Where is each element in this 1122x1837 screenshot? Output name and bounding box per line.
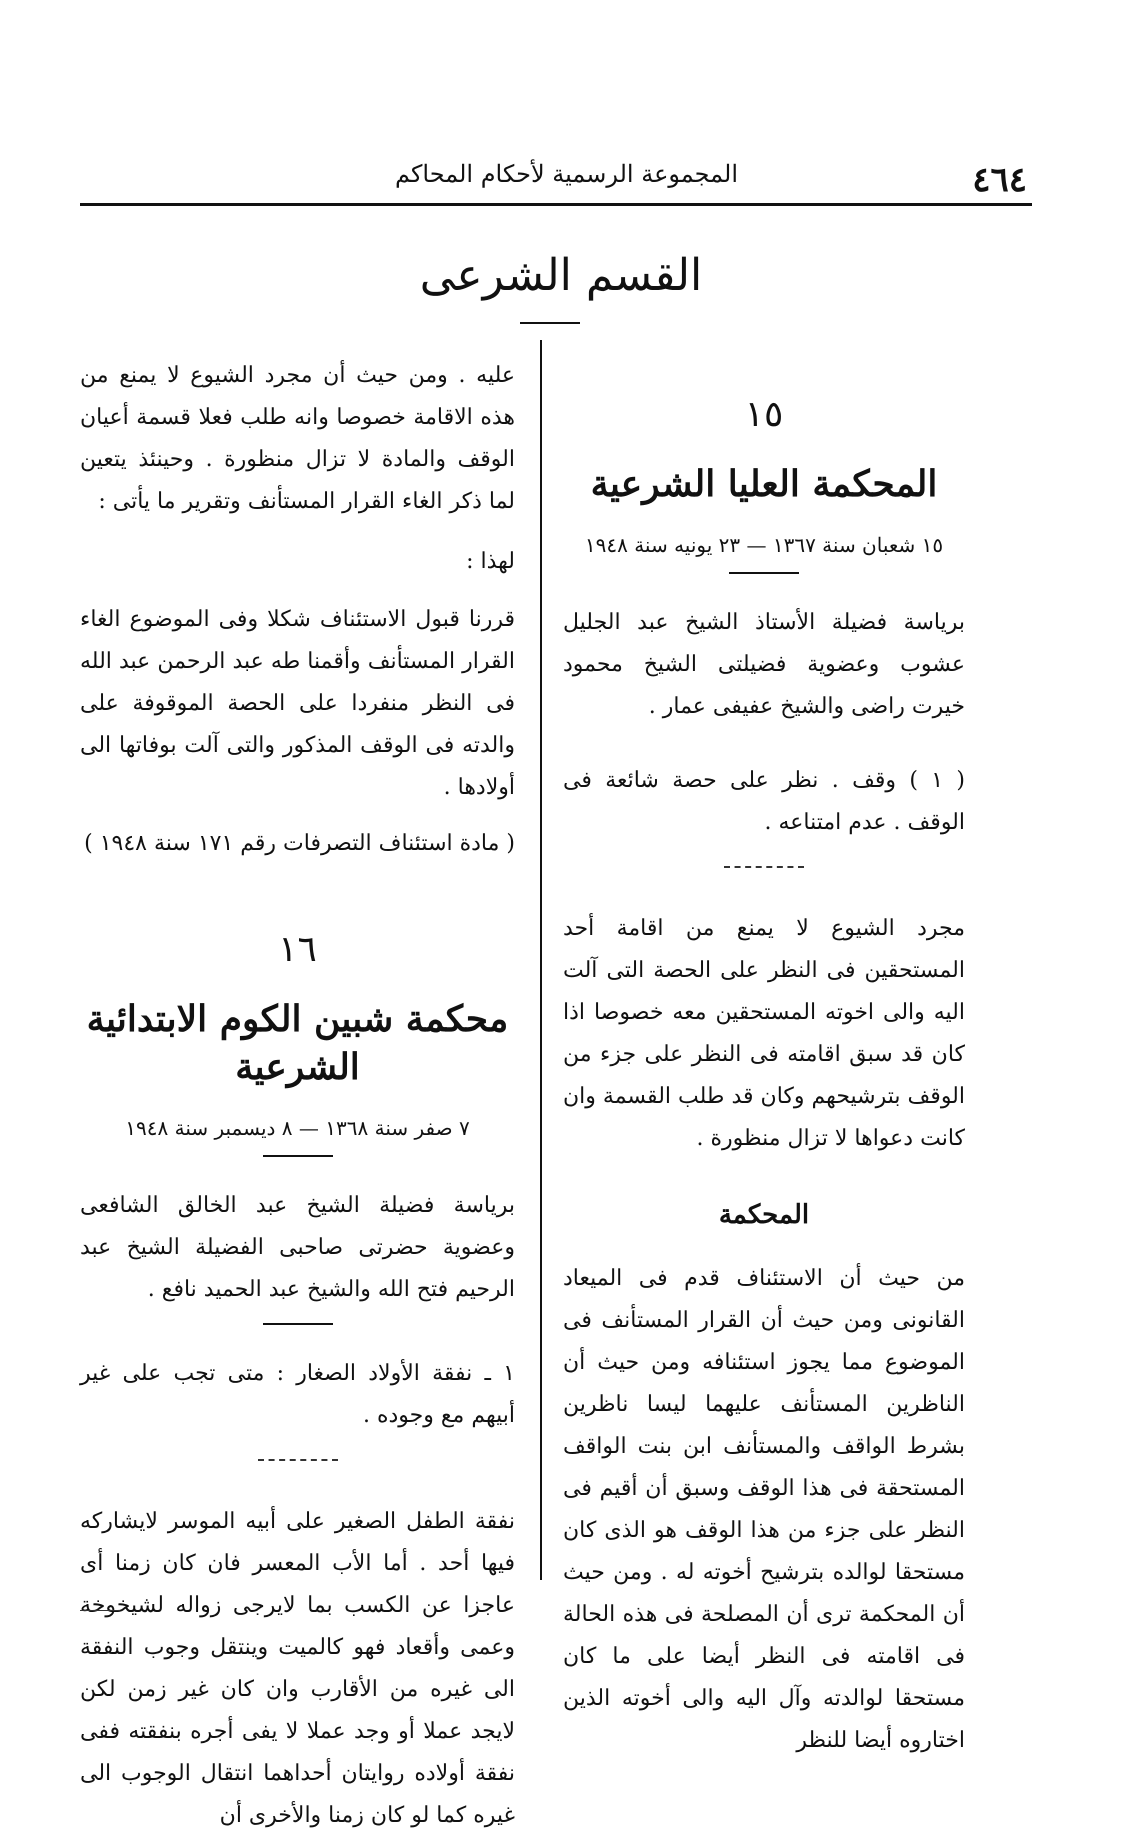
rule: [263, 1323, 333, 1325]
right-column: [563, 350, 965, 1762]
legal-principle: نفقة الطفل الصغير على أبيه الموسر لايشاركه فيها أحد . أما الأب المعسر فان كان زمنا أى عاجزا عن الكسب بما لايرجى زواله لشيخوخة وعمى وأقعاد فهو كالميت وينتقل وجوب النفقة الى غيره من الأقارب وان كان غير زمن لكن لايجد عملا أو وجد عملا لا يفى أجره بنفقته ففى نفقة أولاده روايتان أحداهما انتقال الوجوب الى غيره كما لو كان زمنا والأخرى أن: [80, 1509, 515, 1828]
left-column: [80, 355, 515, 1837]
decision-date: ١٥ شعبان سنة ١٣٦٧ — ٢٣ يونيه سنة ١٩٤٨: [584, 533, 944, 557]
column-divider: [540, 340, 542, 1580]
page-number: ٤٦٤: [972, 160, 1027, 200]
footer-mark: [80, 1610, 120, 1611]
judgment-heading: المحكمة: [718, 1200, 810, 1230]
dashed-rule: [258, 1459, 338, 1461]
ruling-text: قررنا قبول الاستئناف شكلا وفى الموضوع الغاء القرار المستأنف وأقمنا طه عبد الرحمن عبد الله فى النظر منفردا على الحصة الموقوفة على والدته فى الوقف المذكور والتى آلت بوفاتها الى أولادها .: [80, 607, 515, 800]
legal-principle: مجرد الشيوع لا يمنع من اقامة أحد المستحقين فى النظر على الحصة التى آلت اليه والى اخوته المستحقين معه خصوصا اذا كان قد سبق اقامته فى النظر على جزء من الوقف بترشيحهم وكان قد طلب القسمة وان كانت دعواها لا تزال منظورة .: [563, 916, 965, 1151]
headnote: ١ ـ نفقة الأولاد الصغار : متى تجب على غير أبيهم مع وجوده .: [80, 1361, 515, 1428]
header-rule: [80, 203, 1032, 206]
judgment-text: من حيث أن الاستئناف قدم فى الميعاد القانونى ومن حيث أن القرار المستأنف فى الموضوع مما يجوز استئنافه ومن حيث أن الناظرين المستأنف عليهما ليسا ناظرين بشرط الواقف والمستأنف ابن بنت الواقف المستحقة فى هذا الوقف وسبق أن أقيم فى النظر على جزء من هذا الوقف هو الذى كان مستحقا لوالده بترشيح أخوته له . ومن حيث أن المحكمة ترى أن المصلحة فى هذه الحالة فى اقامته فى النظر أيضا على ما كان مستحقا لوالدته وآل اليه والى أخوته الذين اختاروه أيضا للنظر: [563, 1266, 965, 1753]
section-title: القسم الشرعى: [419, 250, 703, 301]
running-title: المجموعة الرسمية لأحكام المحاكم: [395, 160, 739, 188]
rule: [263, 1155, 333, 1157]
court-name: المحكمة العليا الشرعية: [590, 463, 938, 505]
for-these-reasons: لهذا :: [466, 549, 515, 574]
bench-composition: برياسة فضيلة الأستاذ الشيخ عبد الجليل عشوب وعضوية فضيلتى الشيخ محمود خيرت راضى والشيخ عفيفى عمار .: [563, 610, 965, 719]
case-number: ١٥: [744, 394, 784, 435]
court-name: محكمة شبين الكوم الابتدائية الشرعية: [86, 998, 509, 1088]
headnote: ( ١ ) وقف . نظر على حصة شائعة فى الوقف . عدم امتناعه .: [563, 768, 965, 835]
title-rule: [520, 322, 580, 324]
dashed-rule: [724, 866, 804, 868]
case-reference: ( مادة استئناف التصرفات رقم ١٧١ سنة ١٩٤٨ ): [84, 831, 515, 856]
judgment-continuation: عليه . ومن حيث أن مجرد الشيوع لا يمنع من هذه الاقامة خصوصا وانه طلب فعلا قسمة أعيان الوقف والمادة لا تزال منظورة . وحينئذ يتعين لما ذكر الغاء القرار المستأنف وتقرير ما يأتى :: [80, 363, 515, 514]
decision-date: ٧ صفر سنة ١٣٦٨ — ٨ ديسمبر سنة ١٩٤٨: [125, 1116, 470, 1140]
rule: [729, 572, 799, 574]
case-number: ١٦: [278, 929, 317, 970]
bench-composition: برياسة فضيلة الشيخ عبد الخالق الشافعى وعضوية حضرتى صاحبى الفضيلة الشيخ عبد الرحيم فتح الله والشيخ عبد الحميد نافع .: [80, 1193, 515, 1302]
